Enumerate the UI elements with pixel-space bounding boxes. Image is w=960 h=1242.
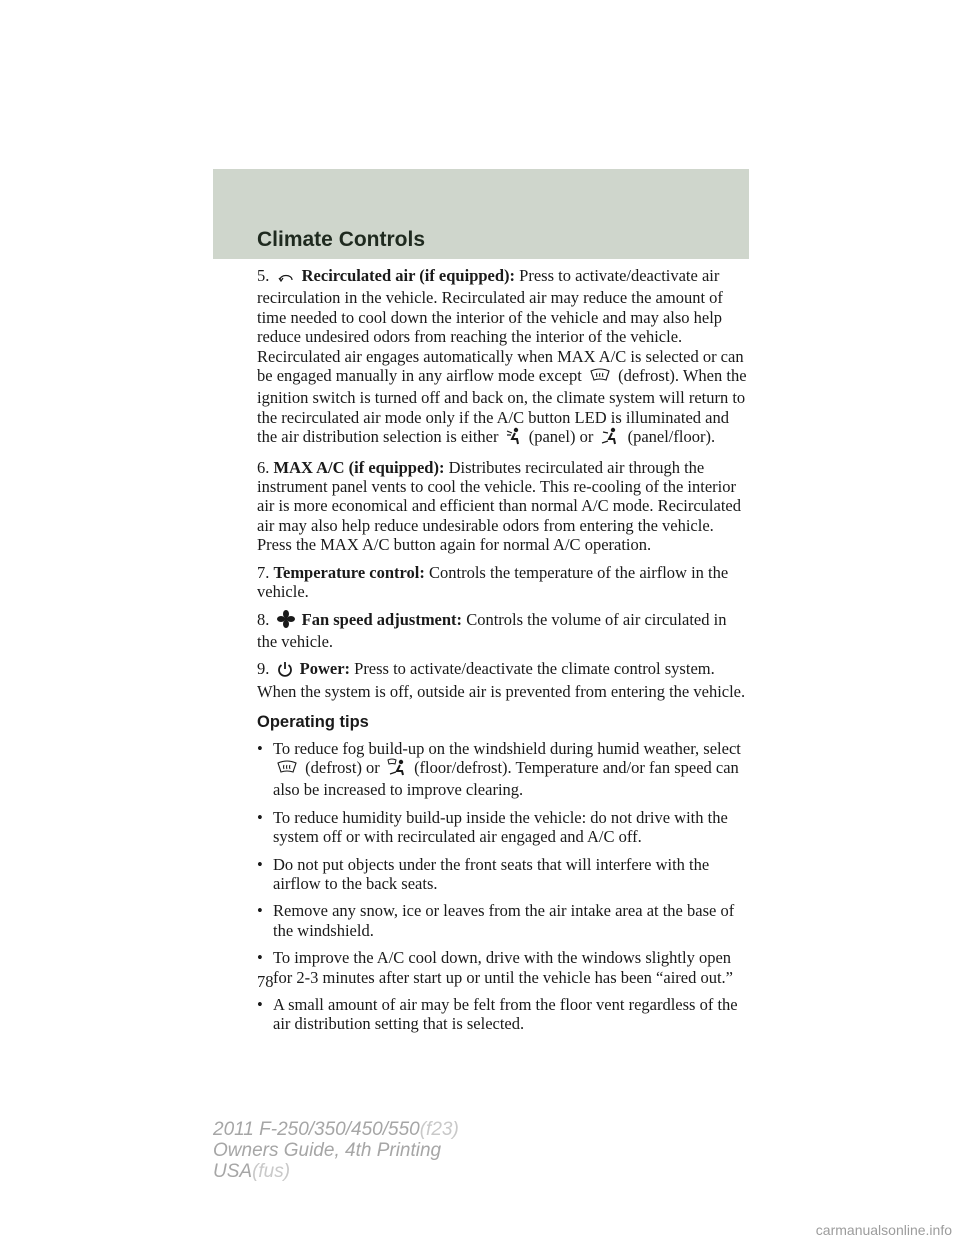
- item-label: MAX A/C (if equipped):: [273, 457, 445, 477]
- tip-text: Do not put objects under the front seats that will interfere with the airflow to the back seats.: [273, 854, 710, 893]
- tip-item: [257, 901, 747, 940]
- item-text: Press to activate/deactivate air recirculation in the vehicle. Recirculated air may reduce the amount of time needed to cool down the interior of the vehicle and may also help reduce undesired odors from reaching the interior of the vehicle. Recirculated air engages automatically when MAX A/C is selected or can be engaged manually in any airflow mode except: [257, 266, 744, 386]
- tip-item: [257, 995, 747, 1034]
- section-title: Climate Controls: [257, 228, 426, 251]
- item-text: (defrost). When the ignition switch is turned off and back on, the climate system will return to the recirculated air mode only if the A/C button LED is illuminated and the air distribution selection is either: [257, 366, 747, 447]
- item-5: [257, 266, 747, 450]
- bullet: •: [257, 807, 263, 827]
- defrost-icon: [276, 760, 298, 780]
- item-number: 8.: [257, 609, 270, 629]
- operating-tips-heading: Operating tips: [257, 713, 369, 732]
- floor-defrost-icon: [387, 758, 407, 780]
- item-8: [257, 610, 747, 652]
- item-text: (panel/floor).: [627, 427, 716, 447]
- page-content: [257, 266, 747, 1042]
- power-icon: [277, 661, 293, 681]
- tips-list: [257, 739, 747, 1034]
- bullet: •: [257, 995, 263, 1014]
- item-number: 7.: [257, 562, 270, 582]
- item-label: Temperature control:: [273, 562, 425, 582]
- item-text: Controls the temperature of the airflow in the vehicle.: [257, 562, 729, 602]
- item-label: Recirculated air (if equipped):: [301, 266, 516, 285]
- tip-text: A small amount of air may be felt from the floor vent regardless of the air distribution setting that is selected.: [273, 995, 738, 1034]
- footer-line-1: [213, 1119, 459, 1140]
- item-7: [257, 563, 747, 602]
- tip-text: (floor/defrost). Temperature and/or fan speed can also be increased to improve clearing.: [273, 757, 739, 800]
- item-label: Power:: [299, 659, 351, 679]
- item-text: Press to activate/deactivate the climate control system. When the system is off, outside air is prevented from entering the vehicle.: [257, 659, 746, 701]
- tip-item: [257, 739, 747, 800]
- fan-icon: [277, 610, 295, 632]
- tip-item: [257, 855, 747, 894]
- tip-text: To reduce humidity build-up inside the vehicle: do not drive with the system off or with recirculated air engaged and A/C off.: [273, 807, 728, 847]
- item-text: Controls the volume of air circulated in the vehicle.: [257, 609, 727, 651]
- tip-item: [257, 948, 747, 987]
- footer-line-3: [213, 1161, 459, 1182]
- page-number: 78: [257, 972, 274, 991]
- bullet: •: [257, 854, 263, 874]
- footer-model: 2011 F-250/350/450/550: [213, 1119, 420, 1140]
- watermark-link[interactable]: carmanualsonline.info: [815, 1222, 952, 1238]
- item-label: Fan speed adjustment:: [301, 609, 463, 629]
- footer-line-2: Owners Guide, 4th Printing: [213, 1140, 442, 1161]
- item-text: (panel) or: [528, 427, 594, 447]
- bullet: •: [257, 948, 263, 968]
- panel-airflow-icon: [506, 427, 522, 449]
- tip-text: Remove any snow, ice or leaves from the air intake area at the base of the windshield.: [273, 901, 735, 940]
- item-number: 5.: [257, 266, 270, 285]
- item-number: 9.: [257, 659, 270, 679]
- item-text: Distributes recirculated air through the instrument panel vents to cool the vehicle. This re-cooling of the interior air is more economical and efficient than normal A/C mode. Recirculated air may also help reduce undesirable odors from entering the vehicle. Press the MAX A/C button again for normal A/C operation.: [257, 457, 741, 555]
- recirculation-icon: [277, 269, 295, 288]
- bullet: •: [257, 901, 263, 921]
- item-number: 6.: [257, 457, 270, 477]
- footer-code: (f23): [419, 1119, 459, 1140]
- footer-market: USA: [213, 1161, 253, 1182]
- defrost-icon: [589, 368, 611, 388]
- footer-imprint: [213, 1119, 459, 1182]
- tip-text: To improve the A/C cool down, drive with the windows slightly open for 2-3 minutes after start up or until the vehicle has been “aired out.”: [273, 948, 734, 987]
- item-6: [257, 458, 747, 555]
- bullet: •: [257, 738, 263, 758]
- tip-text: To reduce fog build-up on the windshield during humid weather, select: [273, 738, 741, 758]
- tip-text: (defrost) or: [305, 757, 380, 777]
- tip-item: [257, 808, 747, 847]
- item-9: [257, 659, 747, 701]
- footer-market-code: (fus): [252, 1161, 291, 1182]
- panel-floor-airflow-icon: [600, 427, 620, 449]
